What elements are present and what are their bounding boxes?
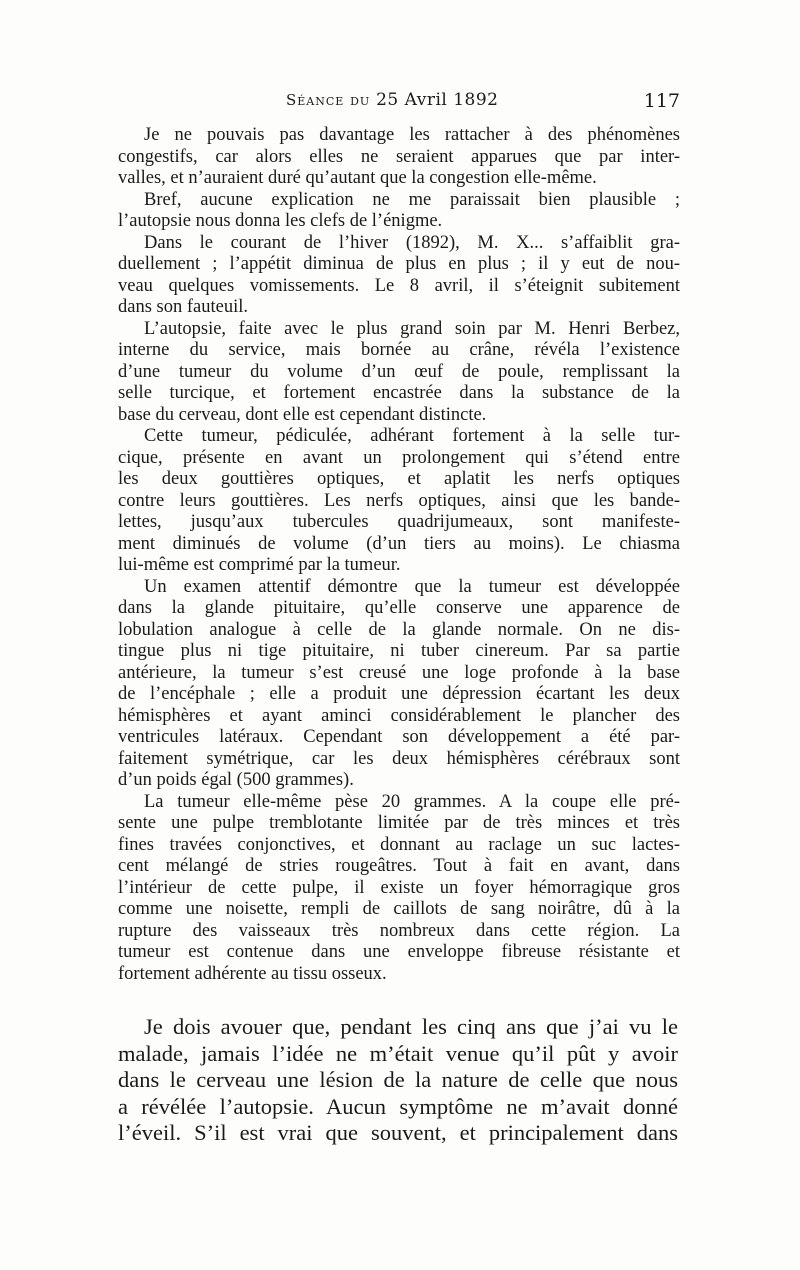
text-line: ventricules latéraux. Cependant son développement a été par-: [118, 727, 680, 747]
text-line: tingue plus ni tige pituitaire, ni tuber cinereum. Par sa partie: [118, 641, 680, 661]
text-line: dans la glande pituitaire, qu’elle conserve une apparence de: [118, 598, 680, 618]
text-line: antérieure, la tumeur s’est creusé une loge profonde à la base: [118, 662, 680, 683]
text-line: d’un poids égal (500 grammes).: [118, 770, 354, 790]
text-line: fortement adhérente au tissu osseux.: [118, 963, 387, 984]
paragraph: [118, 233, 680, 319]
text-line: hémisphères et ayant aminci considérablement le plancher des: [118, 705, 680, 726]
text-line: l’éveil. S’il est vrai que souvent, et principalement dans: [118, 1120, 678, 1145]
text-line: dans le cerveau une lésion de la nature de celle que nous: [118, 1067, 678, 1092]
text-line: l’intérieur de cette pulpe, il existe un foyer hémorragique gros: [118, 877, 680, 898]
text-line: Un examen attentif démontre que la tumeur est développée: [144, 576, 680, 597]
text-line: Cette tumeur, pédiculée, adhérant fortement à la selle tur-: [144, 426, 680, 446]
paragraph: [118, 792, 680, 986]
running-head: [286, 90, 499, 110]
large-text-paragraph: [118, 1014, 678, 1147]
text-line: d’une tumeur du volume d’un œuf de poule, remplissant la: [118, 361, 680, 382]
page-header: [118, 90, 680, 118]
text-line: Dans le courant de l’hiver (1892), M. X... s’affaiblit gra-: [144, 232, 680, 253]
text-line: malade, jamais l’idée ne m’était venue qu’il pût y avoir: [118, 1040, 678, 1066]
text-line: faitement symétrique, car les deux hémisphères cérébraux sont: [118, 748, 680, 769]
paragraph: [118, 125, 680, 190]
text-line: a révélée l’autopsie. Aucun symptôme ne m’avait donné: [118, 1093, 678, 1119]
text-line: L’autopsie, faite avec le plus grand soin par M. Henri Berbez,: [144, 318, 680, 339]
text-line: lettes, jusqu’aux tubercules quadrijumeaux, sont manifeste-: [118, 512, 680, 532]
paragraph: [118, 319, 680, 427]
text-line: lobulation analogue à celle de la glande normale. On ne dis-: [118, 619, 680, 640]
main-text-body: [118, 125, 680, 985]
text-line: Je dois avouer que, pendant les cinq ans que j’ai vu le: [144, 1014, 678, 1039]
text-line: rupture des vaisseaux très nombreux dans cette région. La: [118, 920, 680, 941]
paragraph: [118, 426, 680, 577]
text-line: lui-même est comprimé par la tumeur.: [118, 555, 401, 575]
text-line: les deux gouttières optiques, et aplatit les nerfs optiques: [118, 469, 680, 489]
paragraph: [118, 577, 680, 792]
text-line: congestifs, car alors elles ne seraient apparues que par inter-: [118, 146, 680, 167]
text-line: interne du service, mais bornée au crâne, révéla l’existence: [118, 340, 680, 360]
text-line: tumeur est contenue dans une enveloppe fibreuse résistante et: [118, 942, 680, 962]
running-head-date: 25 Avril 1892: [376, 90, 499, 110]
text-line: veau quelques vomissements. Le 8 avril, il s’éteignit subitement: [118, 275, 680, 296]
text-line: Je ne pouvais pas davantage les rattacher à des phénomènes: [144, 125, 680, 145]
text-line: l’autopsie nous donna les clefs de l’énigme.: [118, 211, 443, 231]
text-line: valles, et n’auraient duré qu’autant que la congestion elle-même.: [118, 168, 597, 188]
text-line: Bref, aucune explication ne me paraissait bien plausible ;: [144, 189, 680, 210]
text-line: de l’encéphale ; elle a produit une dépression écartant les deux: [118, 684, 680, 704]
text-line: sente une pulpe tremblotante limitée par de très minces et très: [118, 813, 680, 833]
text-line: cent mélangé de stries rougeâtres. Tout à fait en avant, dans: [118, 856, 680, 876]
page-number: 117: [643, 90, 680, 112]
text-line: dans son fauteuil.: [118, 297, 248, 317]
text-line: cique, présente en avant un prolongement qui s’étend entre: [118, 447, 680, 468]
text-line: duellement ; l’appétit diminua de plus en plus ; il y eut de nou-: [118, 254, 680, 274]
running-head-prefix: Séance du: [286, 91, 371, 109]
text-line: base du cerveau, dont elle est cependant distincte.: [118, 404, 487, 425]
paragraph: [118, 190, 680, 233]
text-line: fines travées conjonctives, et donnant au raclage un suc lactes-: [118, 834, 680, 855]
text-line: La tumeur elle-même pèse 20 grammes. A la coupe elle pré-: [144, 791, 680, 812]
text-line: comme une noisette, rempli de caillots de sang noirâtre, dû à la: [118, 899, 680, 919]
text-line: ment diminués de volume (d’un tiers au moins). Le chiasma: [118, 533, 680, 554]
text-line: selle turcique, et fortement encastrée dans la substance de la: [118, 383, 680, 403]
text-line: contre leurs gouttières. Les nerfs optiques, ainsi que les bande-: [118, 490, 680, 511]
